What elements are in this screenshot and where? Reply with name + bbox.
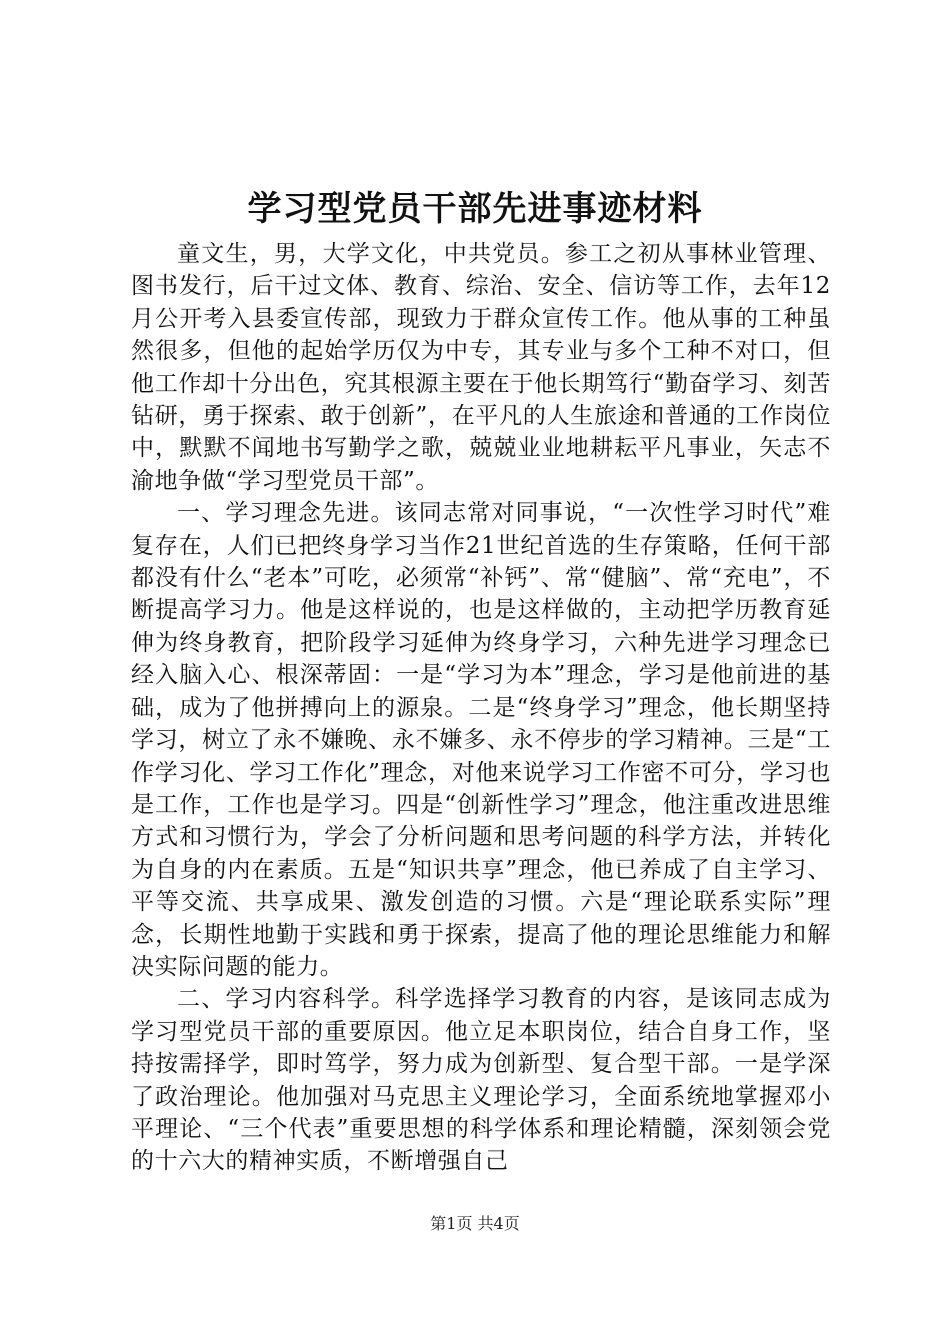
page-number-footer: 第1页 共4页 xyxy=(430,1214,520,1233)
paragraph-learning-concept: 一、学习理念先进。该同志常对同事说，“一次性学习时代”难复存在，人们已把终身学习当作21世纪首选的生存策略，任何干部都没有什么“老本”可吃，必须常“补钙”、常“健脑”、常“充电”，不断提高学习力。他是这样说的，也是这样做的，主动把学历教育延伸为终身教育，把阶段学习延伸为终身学习，六种先进学习理念已经入脑入心、根深蒂固：一是“学习为本”理念，学习是他前进的基础，成为了他拼搏向上的源泉。二是“终身学习”理念，他长期坚持学习，树立了永不嫌晚、永不嫌多、永不停步的学习精神。三是“工作学习化、学习工作化”理念，对他来说学习工作密不可分，学习也是工作，工作也是学习。四是“创新性学习”理念，他注重改进思维方式和习惯行为，学会了分析问题和思考问题的科学方法，并转化为自身的内在素质。五是“知识共享”理念，他已养成了自主学习、平等交流、共享成果、激发创造的习惯。六是“理论联系实际”理念，长期性地勤于实践和勇于探索，提高了他的理论思维能力和解决实际问题的能力。 xyxy=(131,500,831,980)
document-body xyxy=(131,238,831,1178)
paragraph-learning-content: 二、学习内容科学。科学选择学习教育的内容，是该同志成为学习型党员干部的重要原因。他立足本职岗位，结合自身工作，坚持按需择学，即时笃学，努力成为创新型、复合型干部。一是学深了政治理论。他加强对马克思主义理论学习，全面系统地掌握邓小平理论、“三个代表”重要思想的科学体系和理论精髓，深刻领会党的十六大的精神实质，不断增强自己 xyxy=(131,986,831,1175)
paragraph-intro: 童文生，男，大学文化，中共党员。参工之初从事林业管理、图书发行，后干过文体、教育、综治、安全、信访等工作，去年12月公开考入县委宣传部，现致力于群众宣传工作。他从事的工种虽然很多，但他的起始学历仅为中专，其专业与多个工种不对口，但他工作却十分出色，究其根源主要在于他长期笃行“勤奋学习、刻苦钻研，勇于探索、敢于创新”，在平凡的人生旅途和普通的工作岗位中，默默不闻地书写勤学之歌，兢兢业业地耕耘平凡事业，矢志不渝地争做“学习型党员干部”。 xyxy=(131,241,831,494)
document-title: 学习型党员干部先进事迹材料 xyxy=(247,189,703,229)
